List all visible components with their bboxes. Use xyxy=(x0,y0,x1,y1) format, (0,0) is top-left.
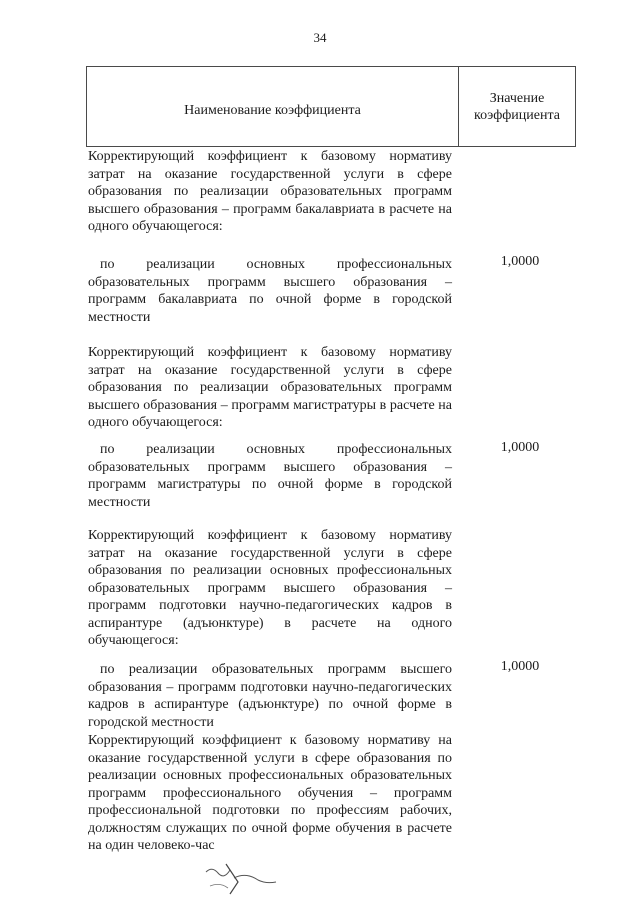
row-6-name: по реализации образовательных программ высшего образования – программ подготовки научно-педагогических кадров в аспирантуре (адъюнктуре) по очной форме в городской местности xyxy=(88,662,452,730)
page-number: 34 xyxy=(313,30,327,45)
row-4-name: по реализации основных профессиональных образовательных программ высшего образования – программ магистратуры по очной форме в городской местности xyxy=(88,442,452,510)
header-value-column: Значение коэффициента xyxy=(474,90,560,123)
row-1-name: Корректирующий коэффициент к базовому нормативу затрат на оказание государственной услуги в сфере образования по реализации образовательных программ высшего образования – программ бакалавриата в расчете на одного обучающегося: xyxy=(88,149,452,234)
row-2-value: 1,0000 xyxy=(500,254,540,269)
row-7-name: Корректирующий коэффициент к базовому нормативу на оказание государственной услуги в сфере образования по реализации основных профессиональных образовательных программ профессионального обучения – программ профессиональной подготовки по профессиям рабочих, должностям служащих по очной форме обучения в расчете на один человеко-час xyxy=(88,733,452,853)
handwritten-signature-icon xyxy=(200,858,280,898)
header-name-column: Наименование коэффициента xyxy=(184,102,361,118)
row-3-name: Корректирующий коэффициент к базовому нормативу затрат на оказание государственной услуги в сфере образования по реализации образовательных программ высшего образования – программ магистратуры в расчете на одного обучающегося: xyxy=(88,345,452,430)
row-5-name: Корректирующий коэффициент к базовому нормативу затрат на оказание государственной услуги в сфере образования по реализации основных профессиональных образовательных программ высшего образования – программ подготовки научно-педагогических кадров в аспирантуре (адъюнктуре) в расчете на одного обучающегося: xyxy=(88,528,452,648)
row-4-value: 1,0000 xyxy=(500,440,540,455)
row-6-value: 1,0000 xyxy=(500,659,540,674)
table-header xyxy=(86,66,576,147)
row-2-name: по реализации основных профессиональных образовательных программ высшего образования – программ бакалавриата по очной форме в городской местности xyxy=(88,257,452,325)
